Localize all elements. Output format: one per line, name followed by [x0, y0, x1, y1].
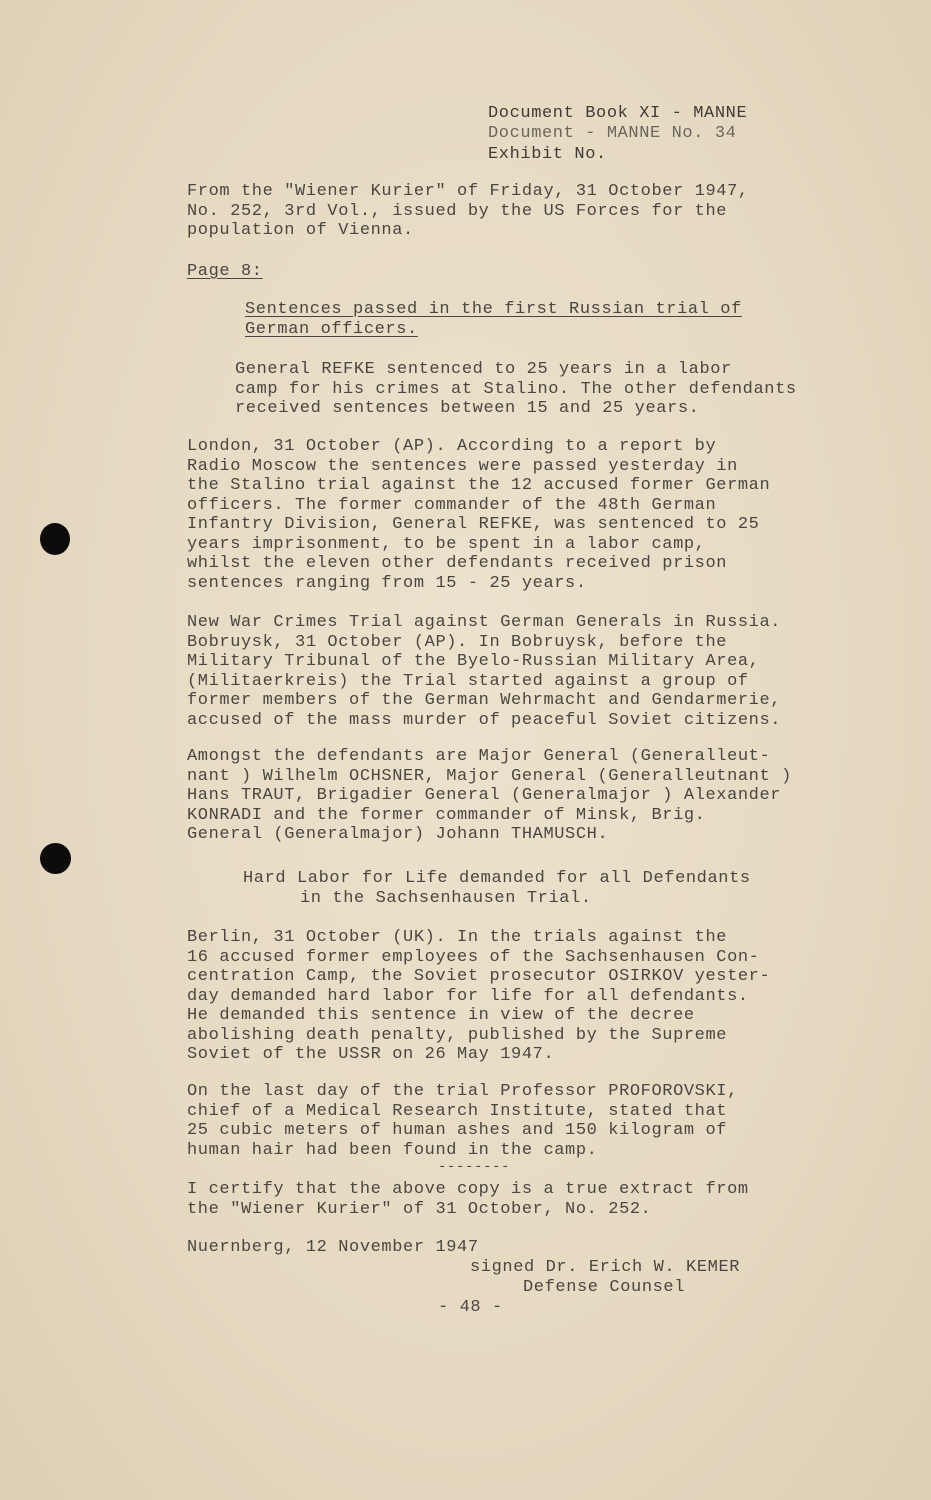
paragraph-line: Bobruysk, 31 October (AP). In Bobruysk, before the [187, 632, 728, 652]
paragraph-line: officers. The former commander of the 48th German [187, 495, 717, 515]
paragraph-line: Amongst the defendants are Major General (Generalleut- [187, 747, 771, 766]
paragraph-line: nant ) Wilhelm OCHSNER, Major General (Generalleutnant ) [187, 766, 792, 786]
paragraph-line: Radio Moscow the sentences were passed yesterday in [187, 456, 738, 476]
source-line: population of Vienna. [187, 221, 414, 240]
punch-hole-top [40, 523, 70, 555]
summary-paragraph [235, 360, 797, 419]
summary-line: General REFKE sentenced to 25 years in a labor [235, 360, 732, 379]
paragraph-defendants [187, 747, 792, 845]
source-line: No. 252, 3rd Vol., issued by the US Forces for the [187, 201, 728, 221]
paragraph-line: chief of a Medical Research Institute, stated that [187, 1101, 728, 1121]
paragraph-line: 25 cubic meters of human ashes and 150 kilogram of [187, 1121, 728, 1140]
page-number: - 48 - [438, 1298, 503, 1317]
paragraph-line: Infantry Division, General REFKE, was sentenced to 25 [187, 515, 760, 534]
paragraph-line: (Militaerkreis) the Trial started against a group of [187, 671, 749, 691]
headline-line: Hard Labor for Life demanded for all Defendants [243, 869, 751, 888]
paragraph-line: whilst the eleven other defendants received prison [187, 554, 728, 573]
paragraph-line: human hair had been found in the camp. [187, 1140, 598, 1160]
page-reference: Page 8: [187, 262, 263, 281]
certification-paragraph [187, 1180, 749, 1219]
headline-line: German officers. [245, 319, 418, 339]
headline-line: in the Sachsenhausen Trial. [300, 888, 592, 908]
headline-sachsenhausen [243, 869, 751, 908]
source-line: From the "Wiener Kurier" of Friday, 31 October 1947, [187, 182, 749, 201]
document-book-line: Document Book XI - MANNE [488, 104, 748, 123]
exhibit-line: Exhibit No. [488, 145, 607, 164]
paragraph-line: New War Crimes Trial against German Generals in Russia. [187, 613, 782, 632]
paragraph-line: years imprisonment, to be spent in a labor camp, [187, 534, 706, 554]
paragraph-london [187, 437, 770, 593]
paragraph-last-day [187, 1082, 738, 1160]
headline-line: Sentences passed in the first Russian trial of [245, 300, 742, 319]
paragraph-berlin [187, 928, 770, 1065]
signature-line: signed Dr. Erich W. KEMER [470, 1258, 741, 1277]
paragraph-line: Berlin, 31 October (UK). In the trials against the [187, 928, 728, 947]
document-number-line: Document - MANNE No. 34 [488, 124, 737, 143]
summary-line: received sentences between 15 and 25 years. [235, 399, 700, 418]
paragraph-line: accused of the mass murder of peaceful Soviet citizens. [187, 710, 782, 730]
paragraph-bobruysk [187, 613, 781, 730]
source-paragraph [187, 182, 749, 241]
certification-line: the "Wiener Kurier" of 31 October, No. 252. [187, 1199, 652, 1219]
paragraph-line: former members of the German Wehrmacht and Gendarmerie, [187, 691, 782, 710]
paragraph-line: Hans TRAUT, Brigadier General (Generalmajor ) Alexander [187, 786, 782, 805]
punch-hole-bottom [40, 843, 71, 874]
headline-russian-trial [245, 300, 742, 339]
paragraph-line: day demanded hard labor for life for all defendants. [187, 986, 749, 1006]
paragraph-line: abolishing death penalty, published by the Supreme [187, 1025, 728, 1045]
paragraph-line: sentences ranging from 15 - 25 years. [187, 573, 587, 593]
paragraph-line: He demanded this sentence in view of the decree [187, 1006, 695, 1025]
paragraph-line: KONRADI and the former commander of Minsk, Brig. [187, 805, 706, 825]
signature-role: Defense Counsel [523, 1278, 686, 1297]
paragraph-line: London, 31 October (AP). According to a report by [187, 437, 717, 456]
paragraph-line: General (Generalmajor) Johann THAMUSCH. [187, 825, 609, 844]
paragraph-line: On the last day of the trial Professor PROFOROVSKI, [187, 1082, 738, 1101]
paragraph-line: 16 accused former employees of the Sachsenhausen Con- [187, 947, 760, 967]
paragraph-line: the Stalino trial against the 12 accused former German [187, 476, 771, 495]
separator-line: -------- [438, 1159, 511, 1175]
paragraph-line: centration Camp, the Soviet prosecutor OSIRKOV yester- [187, 967, 771, 986]
certification-line: I certify that the above copy is a true extract from [187, 1180, 749, 1199]
paragraph-line: Military Tribunal of the Byelo-Russian Military Area, [187, 652, 760, 671]
summary-line: camp for his crimes at Stalino. The other defendants [235, 379, 797, 399]
paragraph-line: Soviet of the USSR on 26 May 1947. [187, 1045, 555, 1064]
place-date: Nuernberg, 12 November 1947 [187, 1238, 479, 1257]
